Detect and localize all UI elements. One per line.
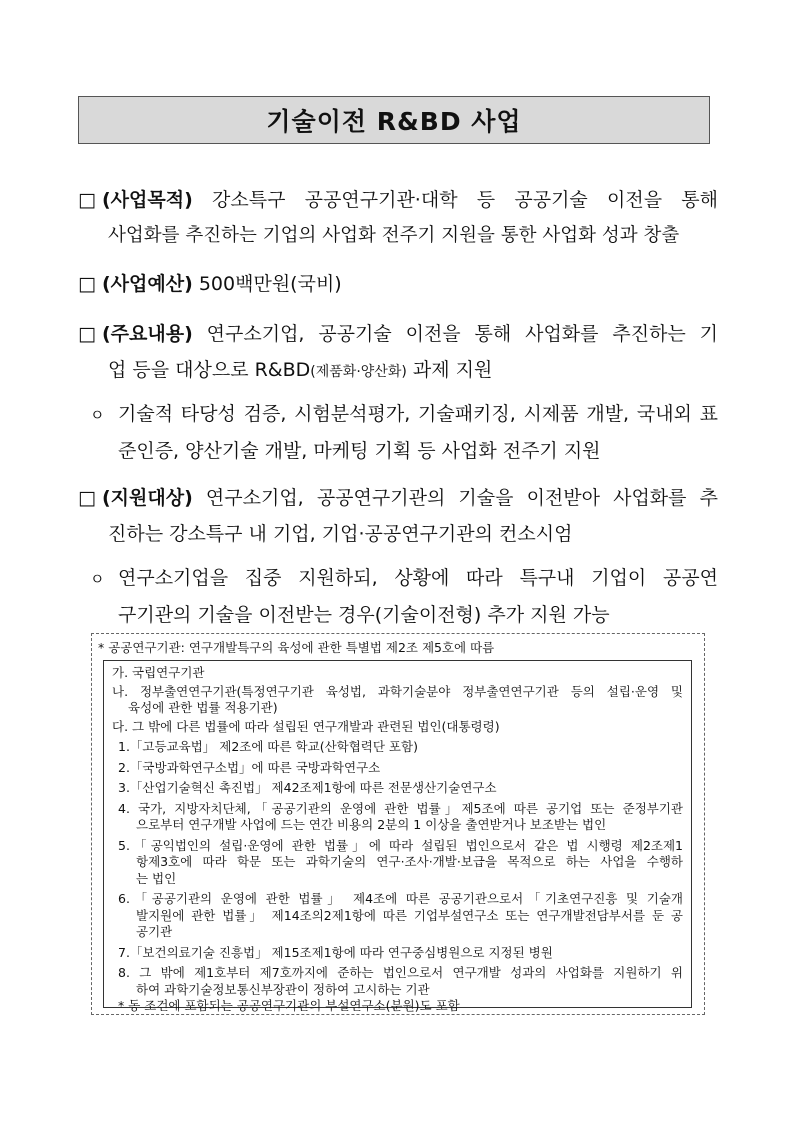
budget-text: 500백만원(국비): [198, 273, 342, 295]
note-item-na-line1: 나. 정부출연연구기관(특정연구기관 육성법, 과학기술분야 정부출연연구기관 등의 설립·운영 및: [112, 683, 683, 699]
content-sub-item: [90, 396, 718, 469]
note-sub-item-2-text: 2.「국방과학연구소법」에 따른 국방과학연구소: [118, 759, 381, 775]
note-sub-item-7: [112, 945, 683, 962]
purpose-label: (사업목적): [102, 189, 193, 211]
note-sub-item-1-text: 1.「고등교육법」 제2조에 따른 학교(산학협력단 포함): [118, 739, 418, 754]
section-content: [78, 316, 718, 390]
note-sub-item-3-text: 3.「산업기술혁신 촉진법」 제42조제1항에 따른 전문생산기술연구소: [118, 780, 497, 795]
note-sub-item-4-line2: 으로부터 연구개발 사업에 드는 연간 비용의 2분의 1 이상을 출연받거나 보조받는 법인: [136, 817, 607, 832]
content-label: (주요내용): [102, 323, 193, 345]
checkbox-bullet-icon: □: [78, 273, 96, 295]
section-target: [78, 480, 718, 552]
checkbox-bullet-icon: □: [78, 323, 96, 345]
note-item-ga-text: 가. 국립연구기관: [112, 665, 205, 680]
note-sub-item-5-line2: 항제3호에 따라 학문 또는 과학기술의 연구·조사·개발·보급을 목적으로 하는 사업을 수행하: [136, 854, 683, 869]
target-line1: 연구소기업, 공공연구기관의 기술을 이전받아 사업화를 추: [205, 487, 718, 509]
note-item-na: [112, 684, 683, 717]
note-sub-item-4: [112, 801, 683, 834]
section-budget: [78, 266, 718, 302]
budget-label: (사업예산): [102, 273, 193, 295]
purpose-line1: 강소특구 공공연구기관‧대학 등 공공기술 이전을 통해: [212, 189, 718, 211]
section-purpose: [78, 182, 718, 254]
content-line2-end: 과제 지원: [406, 359, 493, 381]
note-sub-item-8: [112, 965, 683, 998]
note-sub-item-8-line1: 8. 그 밖에 제1호부터 제7호까지에 준하는 법인으로서 연구개발 성과의 사업화를 지원하기 위: [118, 965, 683, 980]
purpose-line2: 사업화를 추진하는 기업의 사업화 전주기 지원을 통한 사업화 성과 창출: [108, 225, 680, 246]
note-sub-item-3: [112, 780, 683, 797]
note-sub-item-6-line3: 공기관: [136, 924, 173, 939]
note-item-na-line2: 육성에 관한 법률 적용기관): [128, 700, 278, 715]
target-sub-line1: 연구소기업을 집중 지원하되, 상황에 따라 특구내 기업이 공공연: [118, 567, 718, 589]
checkbox-bullet-icon: □: [78, 189, 96, 211]
target-sub-item: [90, 560, 718, 633]
page-title-box: [78, 96, 710, 144]
page-title: 기술이전 R&BD 사업: [266, 107, 522, 136]
target-sub-line2: 구기관의 기술을 이전받는 경우(기술이전형) 추가 지원 가능: [118, 604, 610, 626]
target-line2: 진하는 강소특구 내 기업, 기업‧공공연구기관의 컨소시엄: [108, 523, 573, 545]
note-sub-item-6-line1: 6.「공공기관의 운영에 관한 법률」 제4조에 따른 공공기관으로서「기초연구진흥 및 기술개: [118, 891, 683, 906]
note-sub-item-4-line1: 4. 국가, 지방자치단체,「공공기관의 운영에 관한 법률」제5조에 따른 공기업 또는 준정부기관: [118, 800, 683, 816]
note-footnote-text: * 동 조건에 포함되는 공공연구기관의 부설연구소(분원)도 포함: [118, 998, 460, 1013]
circle-bullet-icon: ㅇ: [90, 570, 105, 588]
note-sub-item-5-line1: 5.「공익법인의 설립·운영에 관한 법률」에 따라 설립된 법인으로서 같은 법 시행령 제2조제1: [118, 837, 683, 853]
note-footnote: [112, 998, 683, 1015]
note-sub-item-6: [112, 891, 683, 941]
content-sub-line1: 기술적 타당성 검증, 시험분석평가, 기술패키징, 시제품 개발, 국내외 표: [118, 403, 718, 425]
content-sub-line2: 준인증, 양산기술 개발, 마케팅 기획 등 사업화 전주기 지원: [118, 440, 601, 462]
checkbox-bullet-icon: □: [78, 487, 96, 509]
content-line1: 연구소기업, 공공기술 이전을 통해 사업화를 추진하는 기: [206, 323, 718, 345]
note-sub-item-5-line3: 는 법인: [136, 870, 177, 886]
note-sub-item-8-line2: 하여 과학기술정보통신부장관이 정하여 고시하는 기관: [136, 981, 430, 997]
note-item-da-text: 다. 그 밖에 다른 법률에 따라 설립된 연구개발과 관련된 법인(대통령령): [112, 718, 500, 734]
note-header: * 공공연구기관: 연구개발특구의 육성에 관한 특별법 제2조 제5호에 따름: [98, 640, 495, 655]
note-box: [91, 633, 705, 1015]
note-item-da: [112, 719, 683, 736]
content-line2: 업 등을 대상으로 R&BD: [108, 359, 311, 381]
content-line2-small: (제품화·양산화): [310, 364, 407, 380]
circle-bullet-icon: ㅇ: [90, 406, 105, 424]
target-label: (지원대상): [102, 487, 193, 509]
note-sub-item-6-line2: 발지원에 관한 법률」 제14조의2제1항에 따른 기업부설연구소 또는 연구개발전담부서를 둔 공: [136, 907, 683, 923]
note-sub-item-5: [112, 838, 683, 888]
note-item-ga: [112, 665, 683, 682]
note-inner-box: [103, 660, 692, 1013]
note-sub-item-7-text: 7.「보건의료기술 진흥법」 제15조제1항에 따라 연구중심병원으로 지정된 병원: [118, 944, 553, 960]
note-sub-item-1: [112, 739, 683, 756]
note-sub-item-2: [112, 760, 683, 777]
